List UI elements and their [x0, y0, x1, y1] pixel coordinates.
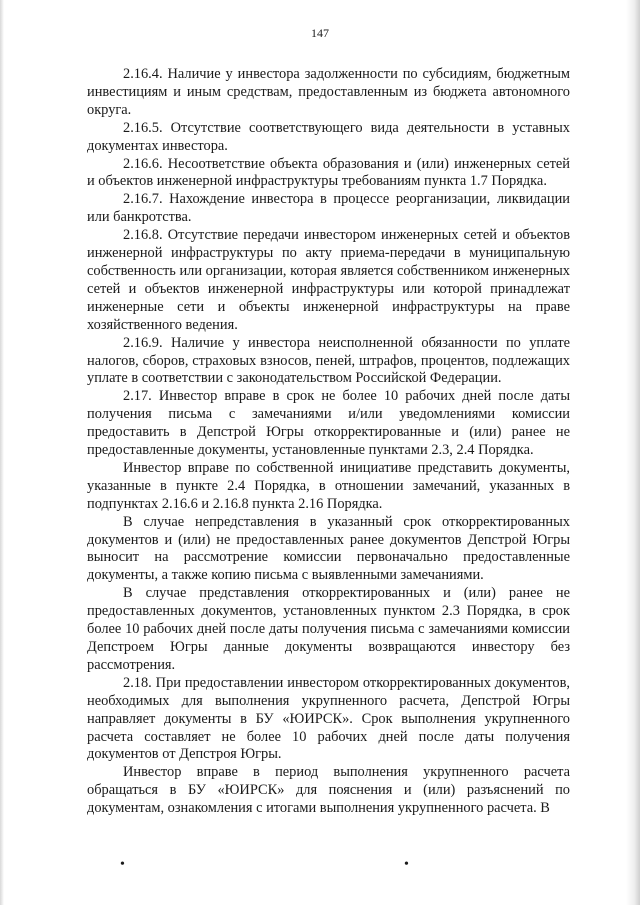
- paragraph-late-submission: В случае представления откорректированных и (или) ранее не предоставленных документов, установленных пунктом 2.3 Порядка, в срок более 10 рабочих дней после даты получения письма с замечаниями комиссии Депстроем Югры данные документы возвращаются инвестору без рассмотрения.: [87, 585, 570, 673]
- paragraph-2-18: 2.18. При предоставлении инвестором откорректированных документов, необходимых для выполнения укрупненного расчета, Депстрой Югры направляет документы в БУ «ЮИРСК». Срок выполнения укрупненного расчета составляет не более 10 рабочих дней после даты получения документов от Депстроя Югры.: [87, 674, 570, 763]
- scan-right-edge: [626, 0, 640, 905]
- paragraph-non-submission: В случае непредставления в указанный срок откорректированных документов и (или) не предоставленных ранее документов Депстрой Югры выносит на рассмотрение комиссии первоначально предоставленные документы, а также копию письма с выявленными замечаниями.: [87, 513, 570, 584]
- page-number: 147: [311, 26, 329, 40]
- document-body: [87, 66, 570, 818]
- paragraph-investor-consultation: Инвестор вправе в период выполнения укрупненного расчета обращаться в БУ «ЮИРСК» для пояснения и (или) разъяснений по документам, ознакомления с итогами выполнения укрупненного расчета. В: [87, 764, 570, 817]
- paragraph-2-16-9: 2.16.9. Наличие у инвестора неисполненной обязанности по уплате налогов, сборов, страховых взносов, пеней, штрафов, процентов, подлежащих уплате в соответствии с законодательством Российской Федерации.: [87, 334, 570, 387]
- paragraph-2-16-6: 2.16.6. Несоответствие объекта образования и (или) инженерных сетей и объектов инженерной инфраструктуры требованиям пункта 1.7 Порядка.: [87, 155, 570, 190]
- paragraph-2-16-5: 2.16.5. Отсутствие соответствующего вида деятельности в уставных документах инвестора.: [87, 119, 570, 154]
- footer-mark-left: •: [120, 857, 125, 872]
- paragraph-2-16-7: 2.16.7. Нахождение инвестора в процессе реорганизации, ликвидации или банкротства.: [87, 191, 570, 226]
- footer-mark-right: •: [404, 857, 409, 872]
- scan-left-edge: [0, 0, 4, 905]
- paragraph-2-17: 2.17. Инвестор вправе в срок не более 10 рабочих дней после даты получения письма с замечаниями и/или уведомлениями комиссии предоставить в Депстрой Югры откорректированные и (или) ранее не предоставленные документы, установленные пунктами 2.3, 2.4 Порядка.: [87, 388, 570, 459]
- paragraph-2-16-4: 2.16.4. Наличие у инвестора задолженности по субсидиям, бюджетным инвестициям и иным средствам, предоставленным из бюджета автономного округа.: [87, 66, 570, 118]
- paragraph-investor-initiative: Инвестор вправе по собственной инициативе представить документы, указанные в пункте 2.4 Порядка, в отношении замечаний, указанных в подпунктах 2.16.6 и 2.16.8 пункта 2.16 Порядка.: [87, 459, 570, 512]
- paragraph-2-16-8: 2.16.8. Отсутствие передачи инвестором инженерных сетей и объектов инженерной инфраструктуры по акту приема-передачи в муниципальную собственность или организации, которая является собственником инженерных сетей и объектов инженерной инфраструктуры или которой принадлежат инженерные сети и объекты инженерной инфраструктуры на праве хозяйственного ведения.: [87, 227, 571, 333]
